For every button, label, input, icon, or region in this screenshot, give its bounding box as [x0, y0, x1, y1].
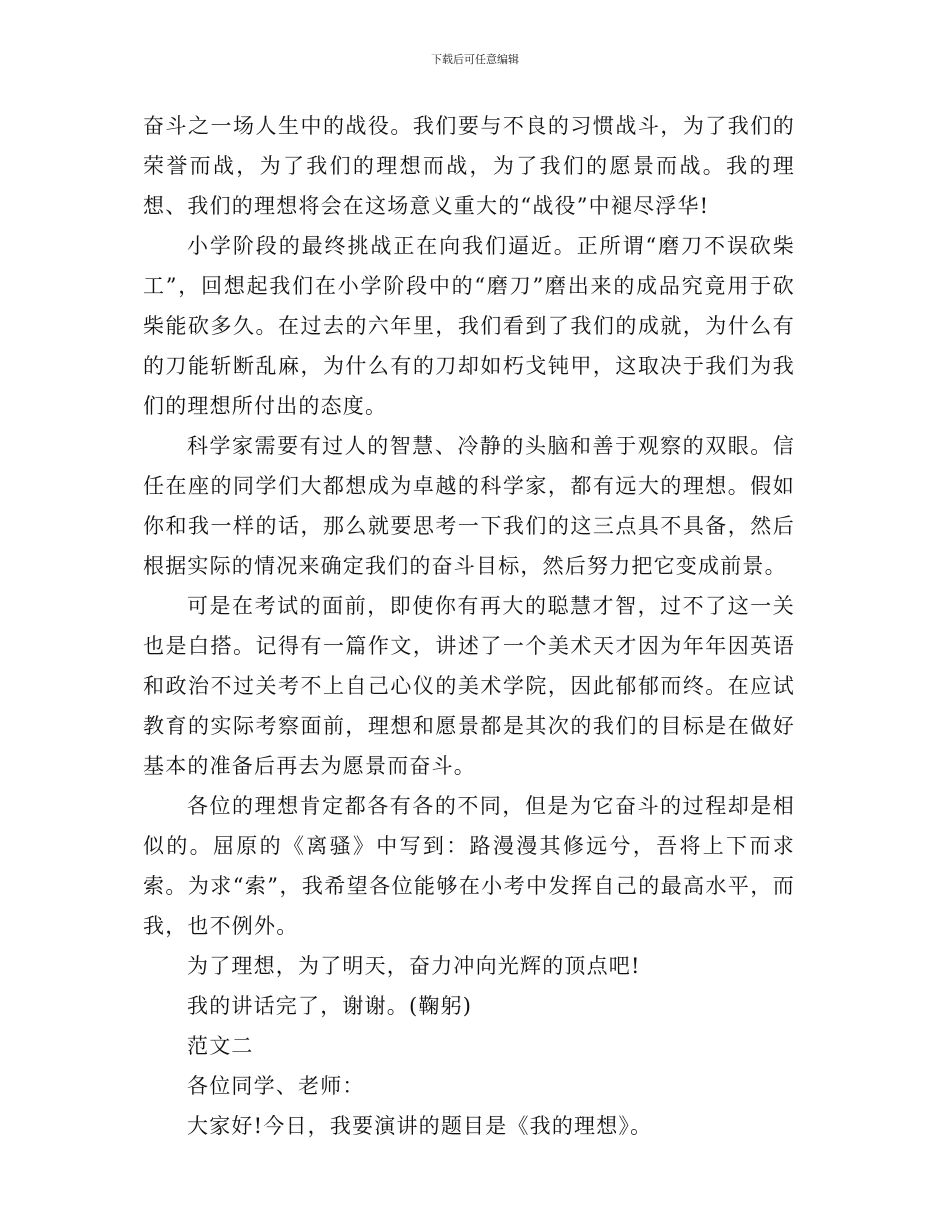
closing-line: 为了理想，为了明天，奋力冲向光辉的顶点吧! — [187, 954, 641, 978]
paragraph-qu-yuan: 各位的理想肯定都各有各的不同，但是为它奋斗的过程却是相似的。屈原的《离骚》中写到：路漫漫其修远兮，吾将上下而求索。为求“索”，我希望各位能够在小考中发挥自己的最高水平，而我，也不例外。 — [143, 794, 795, 938]
thanks-line: 我的讲话完了，谢谢。(鞠躬) — [187, 994, 473, 1018]
sample-heading: 范文二 — [187, 1034, 254, 1058]
paragraph-exam: 可是在考试的面前，即使你有再大的聪慧才智，过不了这一关也是白搭。记得有一篇作文，讲述了一个美术天才因为年年因英语和政治不过关考不上自己心仪的美术学院，因此郁郁而终。在应试教育的实际考察面前，理想和愿景都是其次的我们的目标是在做好基本的准备后再去为愿景而奋斗。 — [143, 594, 795, 778]
paragraph-sharpen-knife: 小学阶段的最终挑战正在向我们逼近。正所谓“磨刀不误砍柴工”，回想起我们在小学阶段中的“磨刀”磨出来的成品究竟用于砍柴能砍多久。在过去的六年里，我们看到了我们的成就，为什么有的刀能斩断乱麻，为什么有的刀却如朽戈钝甲，这取决于我们为我们的理想所付出的态度。 — [143, 234, 795, 418]
document-body — [143, 106, 795, 1146]
greeting-line: 大家好!今日，我要演讲的题目是《我的理想》。 — [187, 1114, 653, 1138]
page-header: 下载后可任意编辑 — [431, 53, 519, 66]
paragraph-scientist: 科学家需要有过人的智慧、冷静的头脑和善于观察的双眼。信任在座的同学们大都想成为卓越的科学家，都有远大的理想。假如你和我一样的话，那么就要思考一下我们的这三点具不具备，然后根据实际的情况来确定我们的奋斗目标，然后努力把它变成前景。 — [143, 434, 795, 578]
salutation-line: 各位同学、老师： — [187, 1074, 365, 1098]
paragraph-continuation: 奋斗之一场人生中的战役。我们要与不良的习惯战斗，为了我们的荣誉而战，为了我们的理想而战，为了我们的愿景而战。我的理想、我们的理想将会在这场意义重大的“战役”中褪尽浮华! — [143, 114, 795, 218]
